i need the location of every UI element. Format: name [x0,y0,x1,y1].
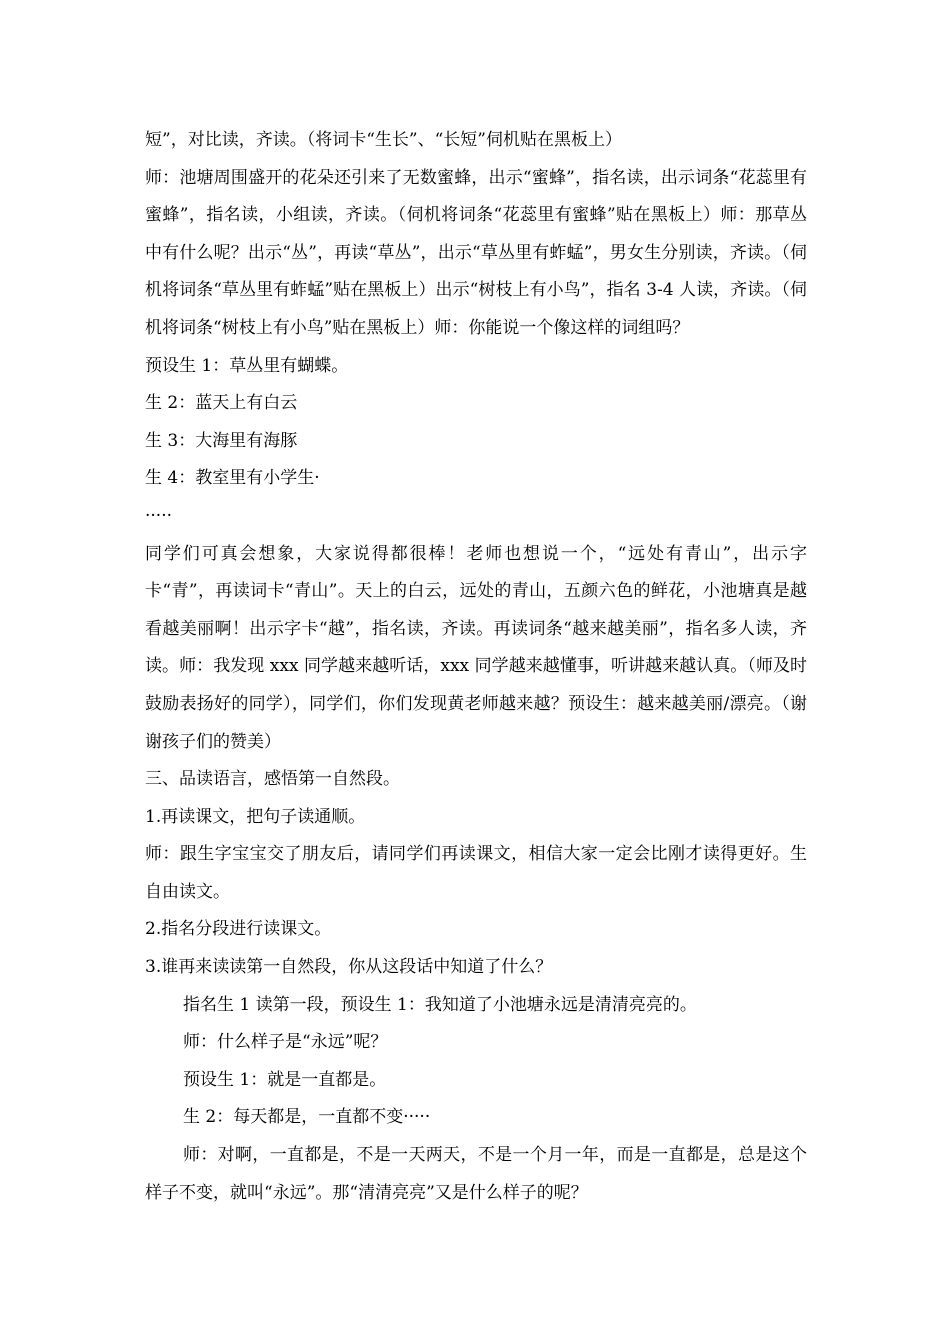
paragraph: 师：池塘周围盛开的花朵还引来了无数蜜蜂，出示“蜜蜂”，指名读，出示词条“花蕊里有蜜蜂”，指名读，小组读，齐读。（伺机将词条“花蕊里有蜜蜂”贴在黑板上）师：那草丛中有什么呢？出示“丛”，再读“草丛”，出示“草丛里有蚱蜢”，男女生分别读，齐读。（伺机将词条“草丛里有蚱蜢”贴在黑板上）出示“树枝上有小鸟”，指名 3-4 人读，齐读。（伺机将词条“树枝上有小鸟”贴在黑板上）师：你能说一个像这样的词组吗？ [145,167,807,338]
paragraph: 同学们可真会想象，大家说得都很棒！老师也想说一个，“远处有青山”，出示字卡“青”，再读词卡“青山”。天上的白云，远处的青山，五颜六色的鲜花，小池塘真是越看越美丽啊！出示字卡“越”，指名读，齐读。再读词条“越来越美丽”，指名多人读，齐读。师：我发现 xxx 同学越来越听话，xxx 同学越来越懂事，听讲越来越认真。（师及时鼓励表扬好的同学），同学们，你们发现黄老师越来越？预设生：越来越美丽/漂亮。（谢谢孩子们的赞美） [145,543,807,752]
paragraph: 预设生 1：就是一直都是。 [183,1069,387,1090]
paragraph: 生 4：教室里有小学生· [145,468,320,489]
list-item: 1.再读课文，把句子读通顺。 [145,806,366,827]
paragraph: 师：对啊，一直都是，不是一天两天，不是一个月一年，而是一直都是，总是这个样子不变，就叫“永远”。那“清清亮亮”又是什么样子的呢？ [145,1145,807,1203]
paragraph: ····· [145,505,173,526]
paragraph: 指名生 1 读第一段，预设生 1：我知道了小池塘永远是清清亮亮的。 [183,994,697,1015]
paragraph: 师：跟生字宝宝交了朋友后，请同学们再读课文，相信大家一定会比刚才读得更好。生自由读文。 [145,844,807,902]
paragraph: 短”，对比读，齐读。（将词卡“生长”、“长短”伺机贴在黑板上） [145,130,622,150]
list-item: 2.指名分段进行读课文。 [145,919,332,940]
document-body [145,122,807,1212]
paragraph: 预设生 1：草丛里有蝴蝶。 [145,355,349,376]
section-heading: 三、品读语言，感悟第一自然段。 [145,769,400,790]
paragraph: 生 2：每天都是，一直都不变····· [183,1107,431,1128]
paragraph: 生 3：大海里有海豚 [145,430,298,451]
paragraph: 师：什么样子是“永远”呢？ [183,1032,388,1053]
list-item: 3.谁再来读读第一自然段，你从这段话中知道了什么？ [145,957,553,978]
paragraph: 生 2：蓝天上有白云 [145,393,298,414]
